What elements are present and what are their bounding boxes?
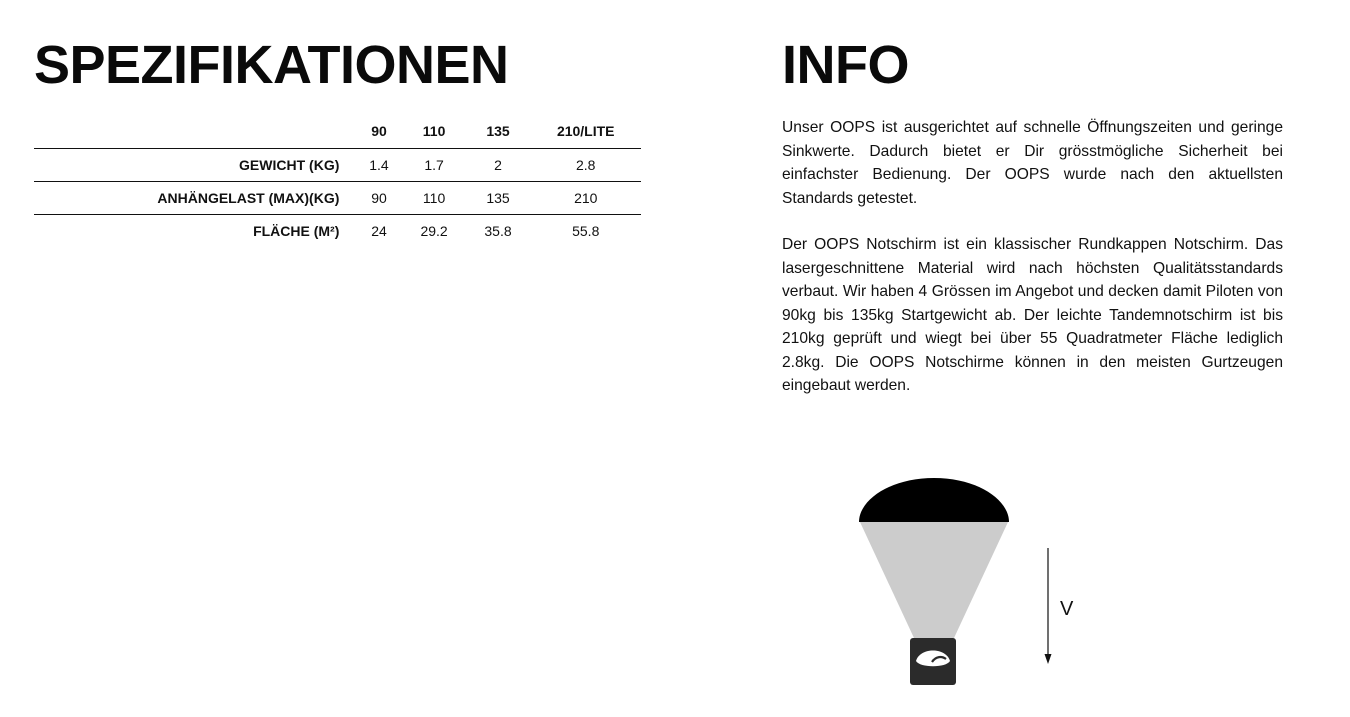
table-header-empty bbox=[34, 114, 355, 149]
table-cell: 135 bbox=[466, 182, 531, 215]
table-cell: 55.8 bbox=[572, 223, 600, 239]
table-header-size-110: 110 bbox=[403, 114, 466, 149]
table-header-size-210-lite: 210/LITE bbox=[530, 114, 641, 149]
specifications-section bbox=[34, 36, 641, 247]
table-cell: 2.8 bbox=[530, 149, 641, 182]
info-title: INFO bbox=[782, 35, 909, 95]
table-row-max-load bbox=[34, 182, 641, 215]
parachute-lines-cone bbox=[860, 522, 1008, 638]
table-cell: 24 bbox=[371, 223, 387, 239]
table-cell: 210 bbox=[530, 182, 641, 215]
parachute-canopy-icon bbox=[859, 478, 1009, 522]
info-paragraph-2: Der OOPS Notschirm ist ein klassischer Rundkappen Notschirm. Das lasergeschnittene Material wird nach höchsten Qualitätsstandards verbaut. Wir haben 4 Grössen im Angebot und decken damit Piloten von 90kg bis 135kg Startgewicht ab. Der leichte Tandemnotschirm ist bis 210kg geprüft und wiegt bei über 55 Quadratmeter Fläche lediglich 2.8kg. Die OOPS Notschirme können in den meisten Gurtzeugen eingebaut werden. bbox=[782, 236, 1283, 394]
info-text bbox=[782, 116, 1283, 398]
row-label-max-load: ANHÄNGELAST (MAX)(KG) bbox=[34, 182, 355, 215]
table-cell: 35.8 bbox=[484, 223, 512, 239]
table-header-row bbox=[34, 114, 641, 149]
row-label-weight: GEWICHT (KG) bbox=[34, 149, 355, 182]
table-cell: 90 bbox=[355, 182, 402, 215]
row-label-area: FLÄCHE (M²) bbox=[253, 223, 340, 239]
table-cell: 110 bbox=[403, 182, 466, 215]
info-paragraph-1: Unser OOPS ist ausgerichtet auf schnelle Öffnungszeiten und geringe Sinkwerte. Dadurch bietet er Dir grösstmögliche Sicherheit bei einfachster Bedienung. Der OOPS wurde nach den aktuellsten Standards getestet. bbox=[782, 119, 1283, 207]
table-row-area bbox=[34, 215, 641, 248]
table-cell: 29.2 bbox=[420, 223, 448, 239]
parachute-illustration bbox=[850, 470, 1090, 695]
specifications-table bbox=[34, 114, 641, 247]
table-cell: 1.7 bbox=[403, 149, 466, 182]
table-cell: 1.4 bbox=[355, 149, 402, 182]
table-cell: 2 bbox=[466, 149, 531, 182]
info-section bbox=[782, 36, 1283, 398]
table-row-weight bbox=[34, 149, 641, 182]
velocity-arrow-head-icon bbox=[1045, 654, 1052, 664]
table-header-size-90: 90 bbox=[355, 114, 402, 149]
table-header-size-135: 135 bbox=[466, 114, 531, 149]
specifications-title: SPEZIFIKATIONEN bbox=[34, 35, 509, 95]
velocity-label: V bbox=[1060, 598, 1074, 620]
